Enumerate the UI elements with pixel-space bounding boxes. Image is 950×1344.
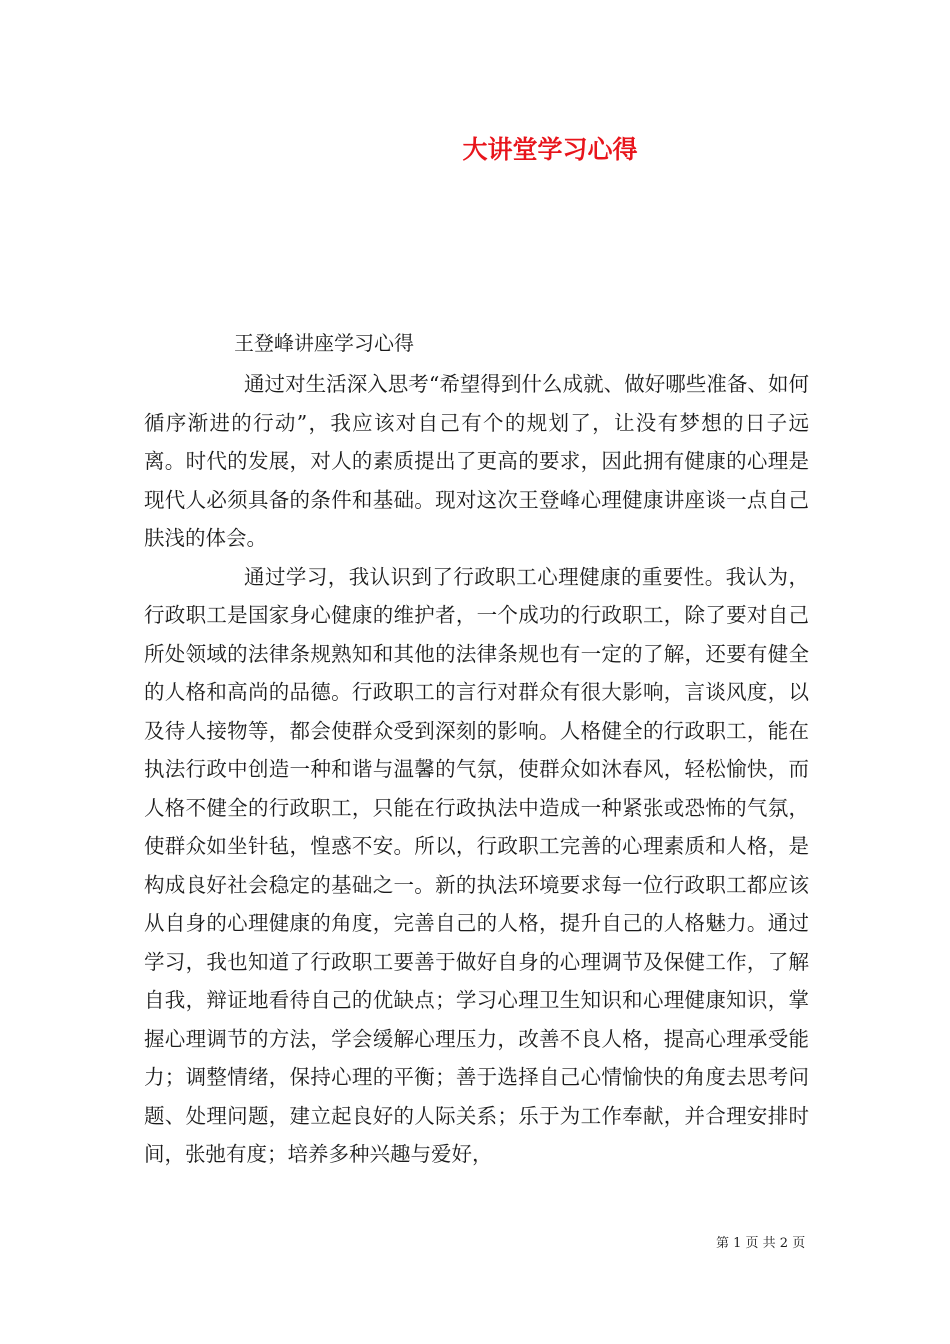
document-title: 大讲堂学习心得 bbox=[462, 135, 638, 164]
page-number: 第 1 页 共 2 页 bbox=[716, 1236, 806, 1251]
paragraph: 通过学习，我认识到了行政职工心理健康的重要性。我认为，行政职工是国家身心健康的维护者，一个成功的行政职工，除了要对自己所处领域的法律条规熟知和其他的法律条规也有一定的了解，还要有健全的人格和高尚的品德。行政职工的言行对群众有很大影响，言谈风度，以及待人接物等，都会使群众受到深刻的影响。人格健全的行政职工，能在执法行政中创造一种和谐与温馨的气氛，使群众如沐春风，轻松愉快，而人格不健全的行政职工，只能在行政执法中造成一种紧张或恐怖的气氛，使群众如坐针毡，惶惑不安。所以，行政职工完善的心理素质和人格，是构成良好社会稳定的基础之一。新的执法环境要求每一位行政职工都应该从自身的心理健康的角度，完善自己的人格，提升自己的人格魅力。通过学习，我也知道了行政职工要善于做好自身的心理调节及保健工作，了解自我，辩证地看待自己的优缺点；学习心理卫生知识和心理健康知识，掌握心理调节的方法，学会缓解心理压力，改善不良人格，提高心理承受能力；调整情绪，保持心理的平衡；善于选择自己心情愉快的角度去思考问题、处理问题，建立起良好的人际关系；乐于为工作奉献，并合理安排时间，张弛有度；培养多种兴趣与爱好， bbox=[144, 564, 809, 1166]
document-body bbox=[144, 365, 809, 1174]
paragraph: 通过对生活深入思考“希望得到什么成就、做好哪些准备、如何循序渐进的行动”，我应该对自己有个的规划了，让没有梦想的日子远离。时代的发展，对人的素质提出了更高的要求，因此拥有健康的心理是现代人必须具备的条件和基础。现对这次王登峰心理健康讲座谈一点自己肤浅的体会。 bbox=[144, 372, 809, 550]
document-subtitle: 王登峰讲座学习心得 bbox=[234, 331, 414, 355]
